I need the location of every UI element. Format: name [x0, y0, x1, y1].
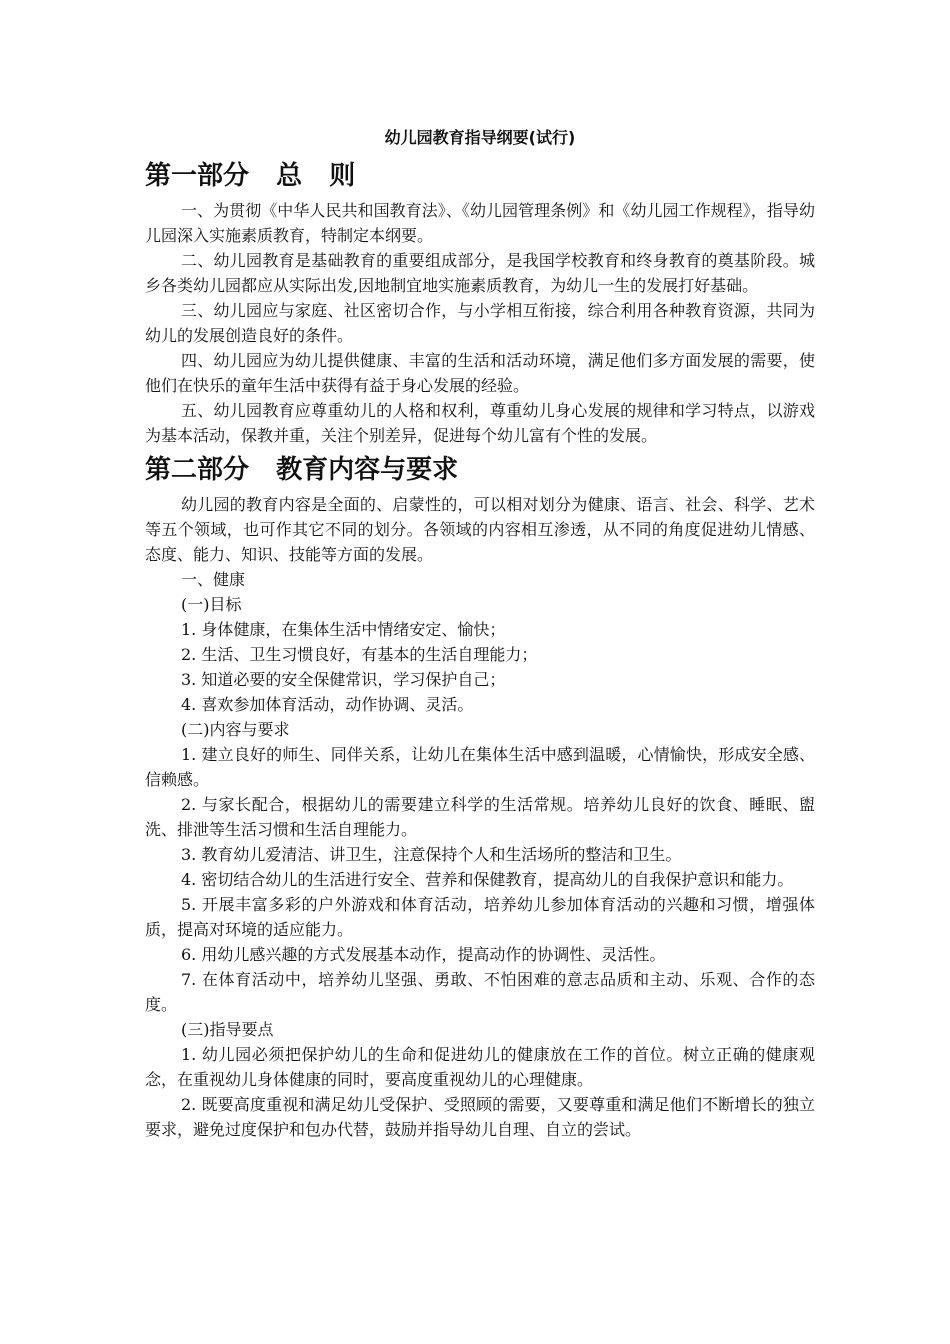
part2-heading: 第二部分 教育内容与要求	[145, 455, 459, 485]
document-page	[145, 126, 815, 1142]
goal-item: 1. 身体健康，在集体生活中情绪安定、愉快；	[181, 620, 506, 639]
content-item: 5. 开展丰富多彩的户外游戏和体育活动，培养幼儿参加体育活动的兴趣和习惯，增强体质，提高对环境的适应能力。	[145, 895, 815, 939]
goal-item: 4. 喜欢参加体育活动，动作协调、灵活。	[181, 695, 474, 714]
part1-paragraph: 四、幼儿园应为幼儿提供健康、丰富的生活和活动环境，满足他们多方面发展的需要，使他们在快乐的童年生活中获得有益于身心发展的经验。	[145, 351, 815, 395]
guidance-title: (三)指导要点	[181, 1020, 274, 1039]
content-item: 2. 与家长配合，根据幼儿的需要建立科学的生活常规。培养幼儿良好的饮食、睡眠、盥洗、排泄等生活习惯和生活自理能力。	[145, 795, 815, 839]
goals-title: (一)目标	[181, 595, 242, 614]
guidance-item: 1. 幼儿园必须把保护幼儿的生命和促进幼儿的健康放在工作的首位。树立正确的健康观念，在重视幼儿身体健康的同时，要高度重视幼儿的心理健康。	[145, 1045, 815, 1089]
content-item: 4. 密切结合幼儿的生活进行安全、营养和保健教育，提高幼儿的自我保护意识和能力。	[181, 870, 794, 889]
content-item: 3. 教育幼儿爱清洁、讲卫生，注意保持个人和生活场所的整洁和卫生。	[181, 845, 682, 864]
document-title: 幼儿园教育指导纲要(试行)	[384, 128, 576, 147]
content-title: (二)内容与要求	[181, 720, 290, 739]
section-title-health: 一、健康	[181, 570, 246, 589]
part2-intro: 幼儿园的教育内容是全面的、启蒙性的，可以相对划分为健康、语言、社会、科学、艺术等五个领域，也可作其它不同的划分。各领域的内容相互渗透，从不同的角度促进幼儿情感、态度、能力、知识、技能等方面的发展。	[145, 495, 815, 564]
guidance-item: 2. 既要高度重视和满足幼儿受保护、受照顾的需要，又要尊重和满足他们不断增长的独立要求，避免过度保护和包办代替，鼓励并指导幼儿自理、自立的尝试。	[145, 1095, 815, 1139]
part1-paragraph: 三、幼儿园应与家庭、社区密切合作，与小学相互衔接，综合利用各种教育资源，共同为幼儿的发展创造良好的条件。	[145, 301, 815, 345]
part1-heading: 第一部分 总 则	[145, 161, 356, 191]
content-item: 1. 建立良好的师生、同伴关系，让幼儿在集体生活中感到温暖，心情愉快，形成安全感、信赖感。	[145, 745, 815, 789]
part1-paragraph: 一、为贯彻《中华人民共和国教育法》、《幼儿园管理条例》和《幼儿园工作规程》，指导幼儿园深入实施素质教育，特制定本纲要。	[145, 201, 815, 245]
part1-paragraph: 五、幼儿园教育应尊重幼儿的人格和权利，尊重幼儿身心发展的规律和学习特点，以游戏为基本活动，保教并重，关注个别差异，促进每个幼儿富有个性的发展。	[145, 401, 815, 445]
goal-item: 2. 生活、卫生习惯良好，有基本的生活自理能力；	[181, 645, 538, 664]
part1-paragraph: 二、幼儿园教育是基础教育的重要组成部分，是我国学校教育和终身教育的奠基阶段。城乡各类幼儿园都应从实际出发,因地制宜地实施素质教育，为幼儿一生的发展打好基础。	[145, 251, 815, 295]
goal-item: 3. 知道必要的安全保健常识，学习保护自己；	[181, 670, 506, 689]
content-item: 7. 在体育活动中，培养幼儿坚强、勇敢、不怕困难的意志品质和主动、乐观、合作的态度。	[145, 970, 815, 1014]
content-item: 6. 用幼儿感兴趣的方式发展基本动作，提高动作的协调性、灵活性。	[181, 945, 666, 964]
